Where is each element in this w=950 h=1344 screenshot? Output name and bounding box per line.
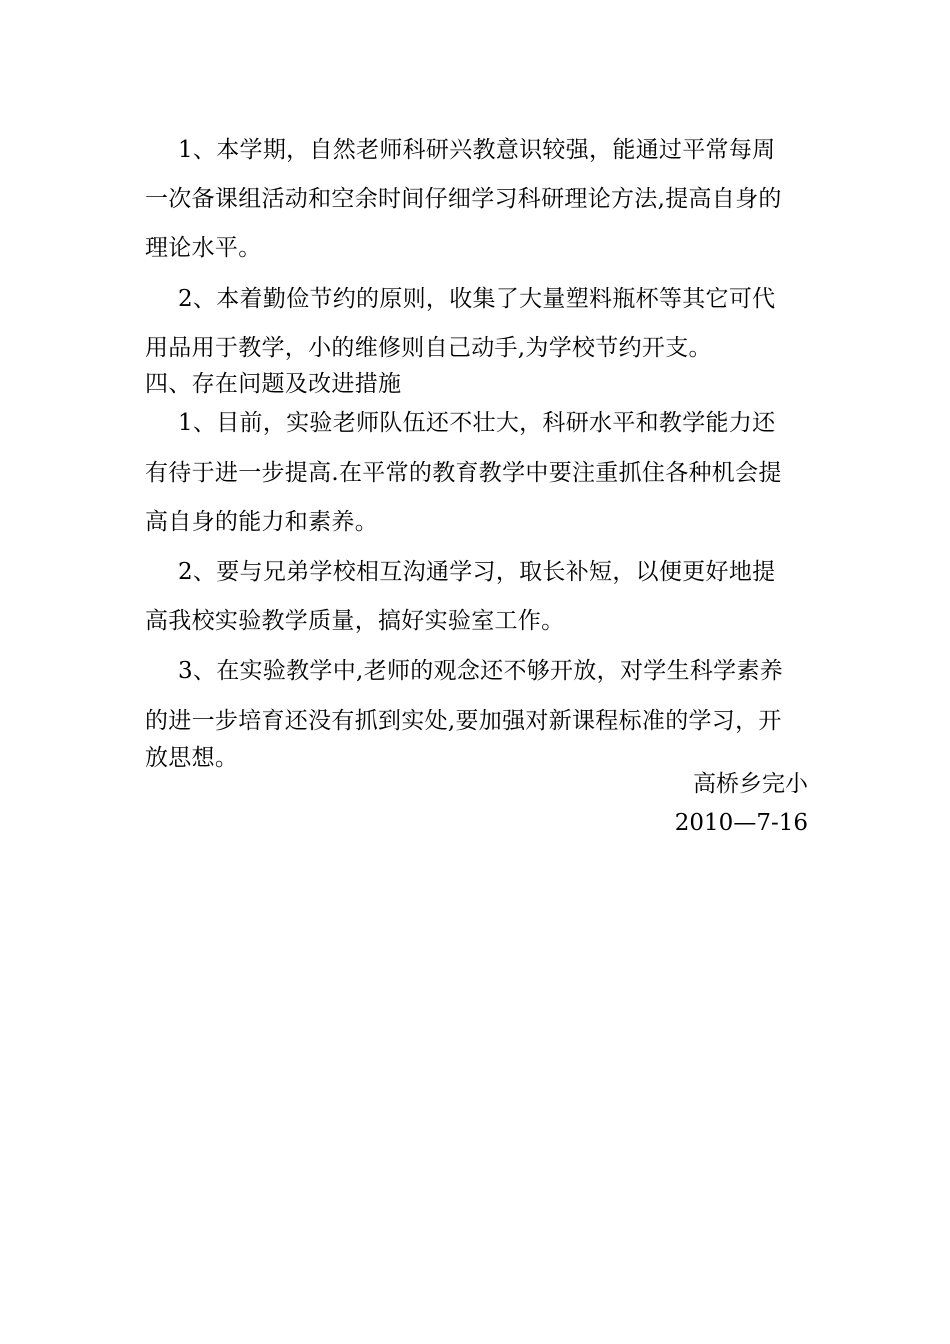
paragraph-3-line-3: 高自身的能力和素养。 <box>145 509 378 535</box>
paragraph-5-line-2: 的进一步培育还没有抓到实处,要加强对新课程标准的学习，开 <box>145 708 782 734</box>
paragraph-5-line-1: 3、在实验教学中,老师的观念还不够开放，对学生科学素养 <box>178 658 784 684</box>
paragraph-2-line-2: 用品用于教学，小的维修则自己动手,为学校节约开支。 <box>145 335 712 361</box>
signature-date: 2010—7-16 <box>674 810 808 836</box>
paragraph-4-line-2: 高我校实验教学质量，搞好实验室工作。 <box>145 608 565 634</box>
paragraph-3-line-2: 有待于进一步提高.在平常的教育教学中要注重抓住各种机会提 <box>145 460 782 486</box>
section-heading: 四、存在问题及改进措施 <box>145 371 402 397</box>
paragraph-2-line-1: 2、本着勤俭节约的原则，收集了大量塑料瓶杯等其它可代 <box>178 286 776 312</box>
paragraph-1-line-1: 1、本学期，自然老师科研兴教意识较强，能通过平常每周 <box>178 137 776 163</box>
paragraph-4-line-1: 2、要与兄弟学校相互沟通学习，取长补短，以便更好地提 <box>178 559 776 585</box>
paragraph-1-line-3: 理论水平。 <box>145 235 262 261</box>
paragraph-5-line-3: 放思想。 <box>145 745 239 771</box>
paragraph-1-line-2: 一次备课组活动和空余时间仔细学习科研理论方法,提高自身的 <box>145 186 782 212</box>
paragraph-3-line-1: 1、目前，实验老师队伍还不壮大，科研水平和教学能力还 <box>178 410 776 436</box>
signature-school: 高桥乡完小 <box>693 771 808 797</box>
